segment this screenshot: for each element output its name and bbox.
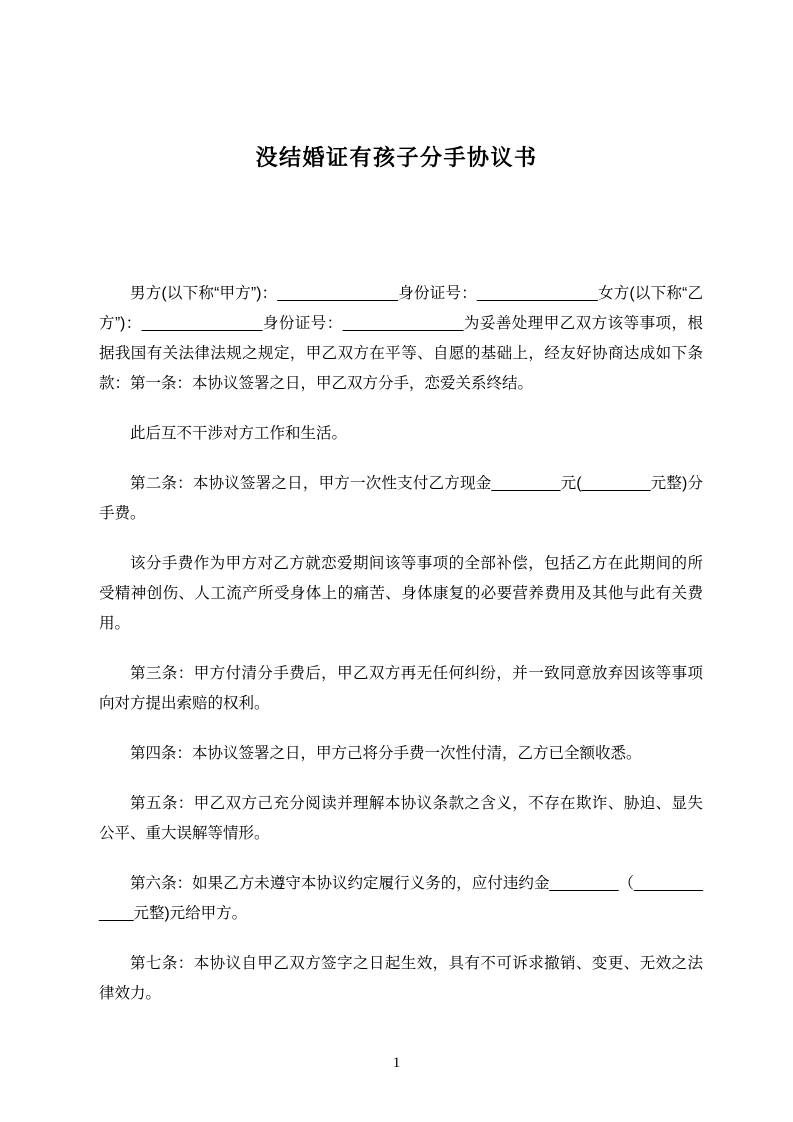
paragraph-intro-parties: 男方(以下称“甲方”)：______________身份证号：______________女方(以下称“乙方”)：______________身份证号：______________为妥善处理甲乙双方该等事项，根据我国有关法律法规之规定，甲乙双方在平等、自愿的基础上，经友好协商达成如下条款：第一条：本协议签署之日，甲乙双方分手，恋爱关系终结。 xyxy=(99,285,703,392)
paragraph-clause-2: 第二条：本协议签署之日，甲方一次性支付乙方现金________元(________元整)分手费。 xyxy=(99,475,703,522)
paragraph-clause-4: 第四条：本协议签署之日，甲方己将分手费一次性付清，乙方已全额收悉。 xyxy=(130,745,642,762)
paragraph-clause-6: 第六条：如果乙方未遵守本协议约定履行义务的，应付违约金________（____________元整)元给甲方。 xyxy=(99,875,703,922)
paragraph-clause-2-explanation: 该分手费作为甲方对乙方就恋爱期间该等事项的全部补偿，包括乙方在此期间的所受精神创伤、人工流产所受身体上的痛苦、身体康复的必要营养费用及其他与此有关费用。 xyxy=(99,555,703,632)
paragraph-clause-3: 第三条：甲方付清分手费后，甲乙双方再无任何纠纷，并一致同意放弃因该等事项向对方提出索赔的权利。 xyxy=(99,665,703,712)
paragraph-clause-1-continuation: 此后互不干涉对方工作和生活。 xyxy=(130,425,348,442)
paragraph-clause-5: 第五条：甲乙双方己充分阅读并理解本协议条款之含义，不存在欺诈、胁迫、显失公平、重大误解等情形。 xyxy=(99,795,703,842)
document-body xyxy=(99,279,703,1029)
document-title: 没结婚证有孩子分手协议书 xyxy=(255,145,538,170)
paragraph-clause-7: 第七条：本协议自甲乙双方签字之日起生效，具有不可诉求撤销、变更、无效之法律效力。 xyxy=(99,955,703,1002)
page-number: 1 xyxy=(392,1055,401,1071)
